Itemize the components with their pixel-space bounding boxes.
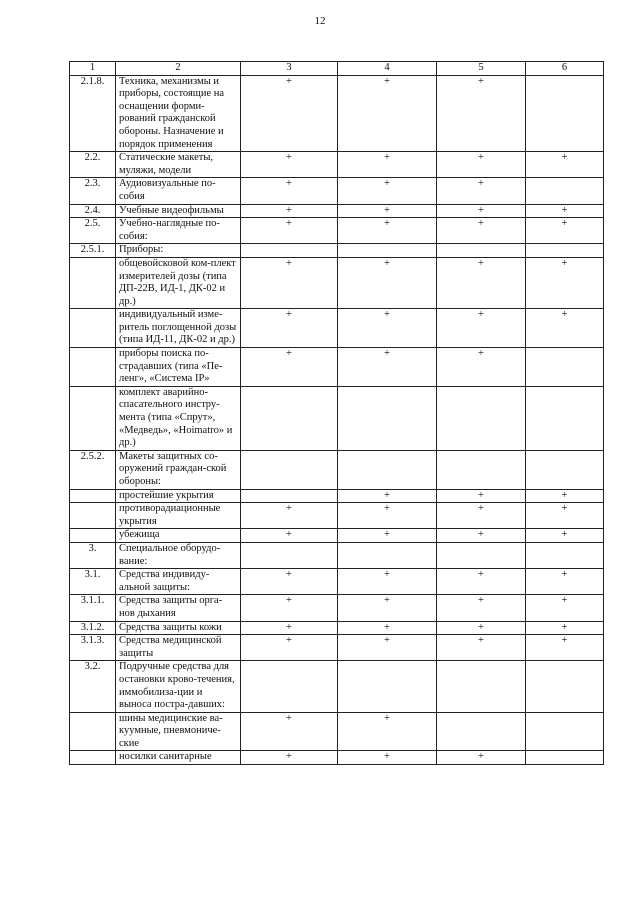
column-header: 1 <box>70 62 116 76</box>
row-name: комплект аварийно-спасательного инстру-мента (типа «Спрут», «Медведь», «Hoimatro» и др.) <box>116 386 241 450</box>
mark-col-5: + <box>437 257 526 308</box>
mark-col-4: + <box>338 257 437 308</box>
row-number <box>70 348 116 387</box>
table-row <box>70 751 604 765</box>
mark-col-3 <box>241 542 338 568</box>
row-name: Средства медицинской защиты <box>116 635 241 661</box>
table-row <box>70 595 604 621</box>
row-number: 3.1.3. <box>70 635 116 661</box>
mark-col-4: + <box>338 621 437 635</box>
mark-col-4: + <box>338 569 437 595</box>
mark-col-4 <box>338 450 437 489</box>
row-name: Подручные средства для остановки крово-течения, иммобилиза-ции и выноса постра-давших: <box>116 661 241 712</box>
row-number <box>70 503 116 529</box>
row-name: Средства защиты кожи <box>116 621 241 635</box>
mark-col-6 <box>526 348 604 387</box>
row-number: 2.4. <box>70 204 116 218</box>
row-number: 2.5.1. <box>70 244 116 258</box>
row-name: Техника, механизмы и приборы, состоящие на оснащении форми-рований гражданской обороны. Назначение и порядок применения <box>116 75 241 152</box>
row-name: убежища <box>116 529 241 543</box>
row-name: противорадиационные укрытия <box>116 503 241 529</box>
row-number <box>70 257 116 308</box>
mark-col-6 <box>526 386 604 450</box>
mark-col-3: + <box>241 751 338 765</box>
mark-col-4: + <box>338 218 437 244</box>
mark-col-6: + <box>526 595 604 621</box>
table-row <box>70 348 604 387</box>
mark-col-3 <box>241 661 338 712</box>
mark-col-3: + <box>241 621 338 635</box>
row-number <box>70 309 116 348</box>
column-header: 4 <box>338 62 437 76</box>
row-name: шины медицинские ва-куумные, пневмониче-ские <box>116 712 241 751</box>
mark-col-3: + <box>241 503 338 529</box>
row-name: носилки санитарные <box>116 751 241 765</box>
mark-col-4 <box>338 244 437 258</box>
row-name: Средства защиты орга-нов дыхания <box>116 595 241 621</box>
row-name: индивидуальный изме-ритель поглощенной дозы (типа ИД-11, ДК-02 и др.) <box>116 309 241 348</box>
row-name: Средства индивиду-альной защиты: <box>116 569 241 595</box>
mark-col-6: + <box>526 635 604 661</box>
mark-col-6: + <box>526 621 604 635</box>
row-number: 2.2. <box>70 152 116 178</box>
mark-col-4: + <box>338 712 437 751</box>
mark-col-6 <box>526 75 604 152</box>
mark-col-6: + <box>526 309 604 348</box>
row-name: Специальное оборудо-вание: <box>116 542 241 568</box>
row-number: 2.5.2. <box>70 450 116 489</box>
mark-col-5: + <box>437 178 526 204</box>
mark-col-5: + <box>437 309 526 348</box>
mark-col-3 <box>241 489 338 503</box>
row-number: 3.1.2. <box>70 621 116 635</box>
mark-col-5 <box>437 712 526 751</box>
row-name: Учебные видеофильмы <box>116 204 241 218</box>
mark-col-3: + <box>241 309 338 348</box>
row-number: 2.5. <box>70 218 116 244</box>
mark-col-6: + <box>526 503 604 529</box>
mark-col-5: + <box>437 218 526 244</box>
mark-col-3: + <box>241 569 338 595</box>
table-body <box>70 75 604 764</box>
table-row <box>70 204 604 218</box>
mark-col-5 <box>437 244 526 258</box>
row-name: приборы поиска по-страдавших (типа «Пе-ленг», «Система IP» <box>116 348 241 387</box>
mark-col-6: + <box>526 218 604 244</box>
column-header: 5 <box>437 62 526 76</box>
mark-col-4: + <box>338 178 437 204</box>
table-row <box>70 386 604 450</box>
table-row <box>70 529 604 543</box>
column-header: 2 <box>116 62 241 76</box>
mark-col-5: + <box>437 569 526 595</box>
row-number: 3. <box>70 542 116 568</box>
mark-col-6 <box>526 751 604 765</box>
mark-col-3 <box>241 244 338 258</box>
mark-col-3: + <box>241 257 338 308</box>
table-row <box>70 661 604 712</box>
mark-col-5: + <box>437 152 526 178</box>
row-number: 3.2. <box>70 661 116 712</box>
row-number: 3.1.1. <box>70 595 116 621</box>
mark-col-5: + <box>437 75 526 152</box>
table-row <box>70 569 604 595</box>
table-row <box>70 712 604 751</box>
table-row <box>70 450 604 489</box>
mark-col-3 <box>241 386 338 450</box>
mark-col-3: + <box>241 204 338 218</box>
mark-col-4 <box>338 661 437 712</box>
mark-col-5: + <box>437 621 526 635</box>
mark-col-3: + <box>241 595 338 621</box>
mark-col-6: + <box>526 529 604 543</box>
mark-col-6 <box>526 712 604 751</box>
mark-col-5: + <box>437 529 526 543</box>
table-row <box>70 244 604 258</box>
header-row <box>70 62 604 76</box>
row-name: Приборы: <box>116 244 241 258</box>
mark-col-6: + <box>526 152 604 178</box>
row-name: Аудиовизуальные по-собия <box>116 178 241 204</box>
table-row <box>70 75 604 152</box>
row-number: 2.1.8. <box>70 75 116 152</box>
mark-col-5 <box>437 386 526 450</box>
mark-col-4 <box>338 386 437 450</box>
table-row <box>70 621 604 635</box>
mark-col-5: + <box>437 595 526 621</box>
mark-col-4: + <box>338 204 437 218</box>
table-row <box>70 309 604 348</box>
mark-col-4: + <box>338 595 437 621</box>
column-header: 6 <box>526 62 604 76</box>
row-name: простейшие укрытия <box>116 489 241 503</box>
mark-col-4: + <box>338 635 437 661</box>
mark-col-5: + <box>437 348 526 387</box>
mark-col-6 <box>526 661 604 712</box>
mark-col-3 <box>241 450 338 489</box>
table-row <box>70 257 604 308</box>
mark-col-6: + <box>526 489 604 503</box>
mark-col-3: + <box>241 178 338 204</box>
row-number: 3.1. <box>70 569 116 595</box>
mark-col-5 <box>437 450 526 489</box>
mark-col-6: + <box>526 569 604 595</box>
mark-col-3: + <box>241 529 338 543</box>
row-name: Макеты защитных со-оружений граждан-ской обороны: <box>116 450 241 489</box>
table-row <box>70 218 604 244</box>
row-number <box>70 751 116 765</box>
table-row <box>70 503 604 529</box>
table-row <box>70 489 604 503</box>
column-header: 3 <box>241 62 338 76</box>
mark-col-6 <box>526 178 604 204</box>
page-number: 12 <box>314 15 326 27</box>
mark-col-4: + <box>338 751 437 765</box>
mark-col-4: + <box>338 529 437 543</box>
mark-col-5: + <box>437 204 526 218</box>
mark-col-5 <box>437 542 526 568</box>
mark-col-3: + <box>241 152 338 178</box>
mark-col-5: + <box>437 751 526 765</box>
equipment-table <box>69 61 604 765</box>
mark-col-6: + <box>526 204 604 218</box>
table-row <box>70 152 604 178</box>
mark-col-6 <box>526 450 604 489</box>
row-number: 2.3. <box>70 178 116 204</box>
mark-col-4: + <box>338 348 437 387</box>
mark-col-5: + <box>437 489 526 503</box>
row-number <box>70 529 116 543</box>
table-row <box>70 178 604 204</box>
mark-col-6 <box>526 542 604 568</box>
row-number <box>70 489 116 503</box>
row-number <box>70 386 116 450</box>
row-number <box>70 712 116 751</box>
row-name: Статические макеты, муляжи, модели <box>116 152 241 178</box>
mark-col-5: + <box>437 635 526 661</box>
mark-col-3: + <box>241 75 338 152</box>
mark-col-4: + <box>338 75 437 152</box>
mark-col-3: + <box>241 635 338 661</box>
mark-col-5: + <box>437 503 526 529</box>
row-name: Учебно-наглядные по-собия: <box>116 218 241 244</box>
mark-col-4: + <box>338 309 437 348</box>
mark-col-3: + <box>241 218 338 244</box>
mark-col-3: + <box>241 348 338 387</box>
table-row <box>70 635 604 661</box>
mark-col-6 <box>526 244 604 258</box>
table-row <box>70 542 604 568</box>
mark-col-4: + <box>338 152 437 178</box>
mark-col-5 <box>437 661 526 712</box>
mark-col-3: + <box>241 712 338 751</box>
mark-col-4: + <box>338 503 437 529</box>
mark-col-4 <box>338 542 437 568</box>
row-name: общевойсковой ком-плект измерителей дозы (типа ДП-22В, ИД-1, ДК-02 и др.) <box>116 257 241 308</box>
mark-col-4: + <box>338 489 437 503</box>
mark-col-6: + <box>526 257 604 308</box>
